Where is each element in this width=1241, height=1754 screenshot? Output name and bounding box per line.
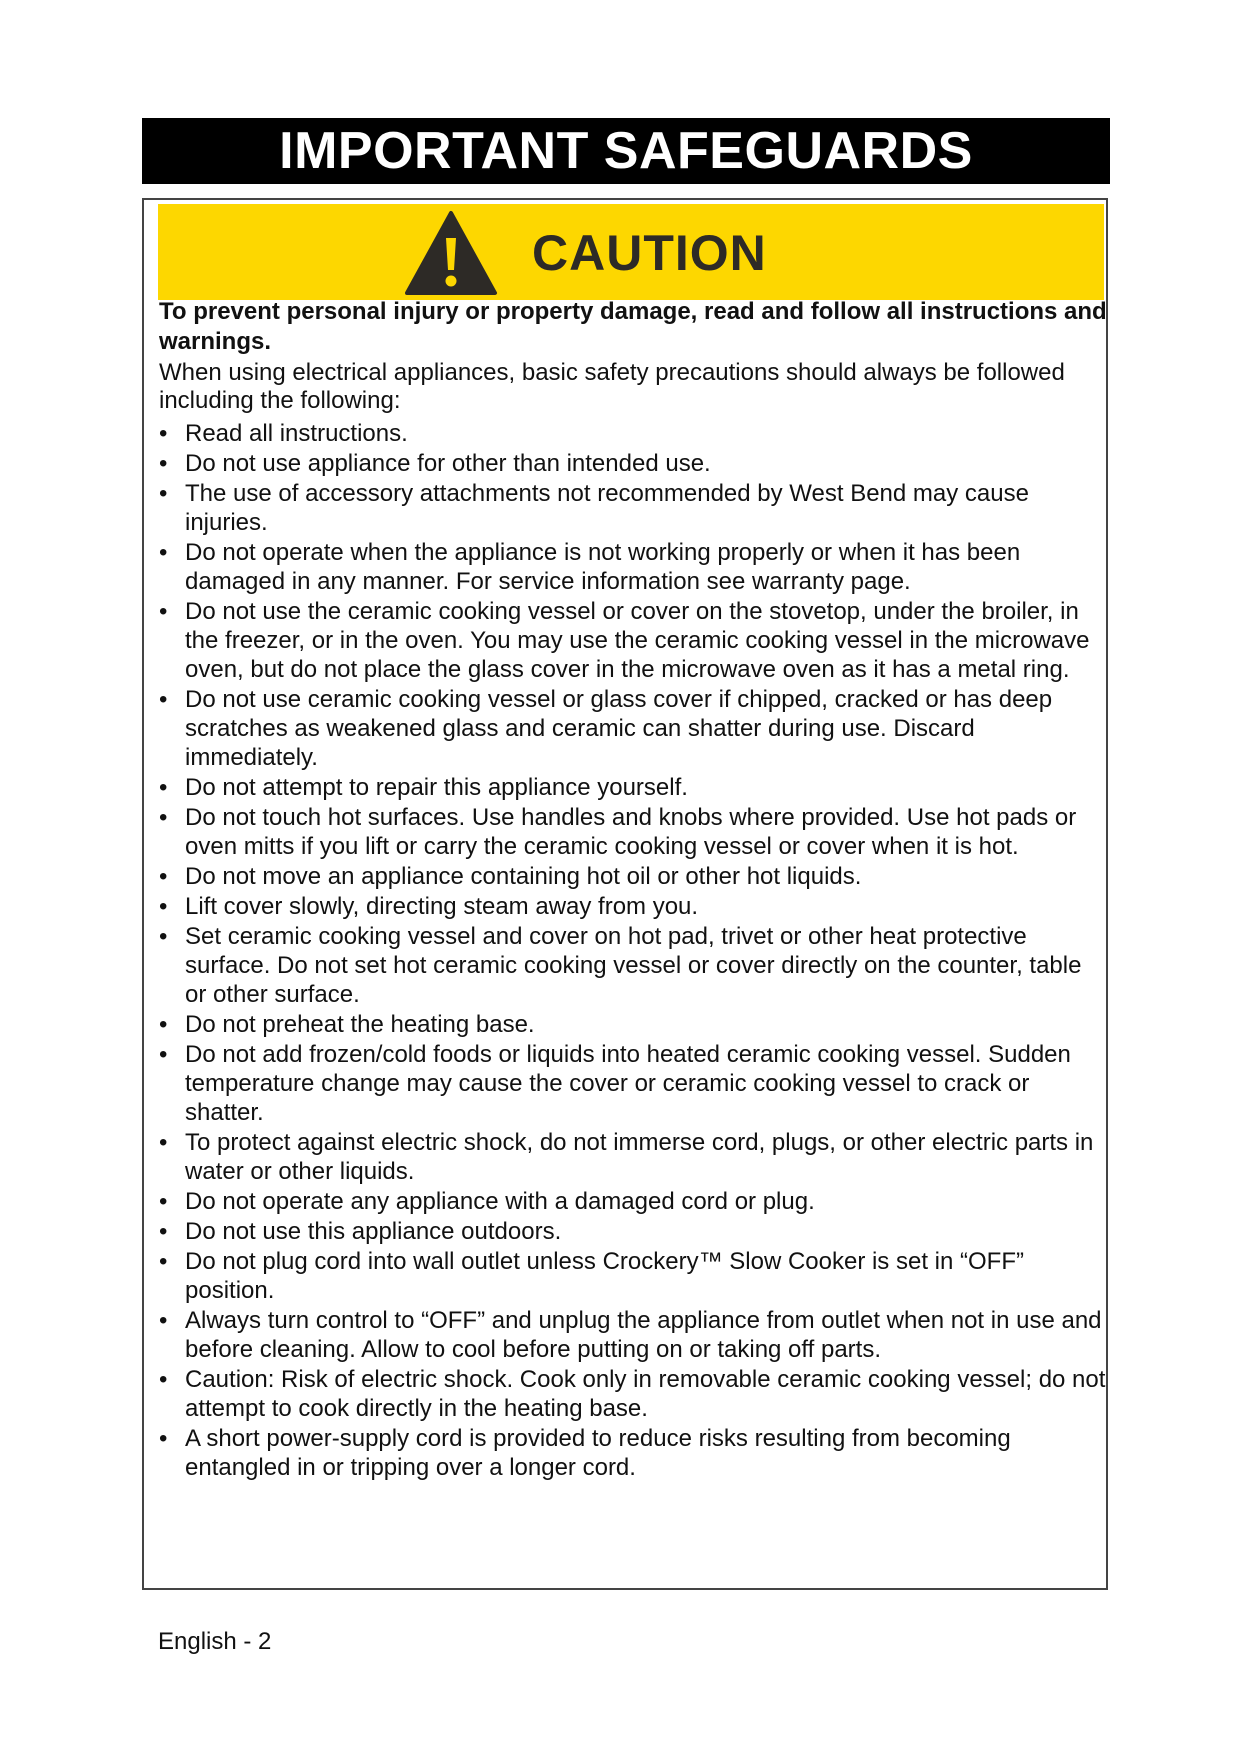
list-item-text: Do not use this appliance outdoors.: [185, 1218, 562, 1245]
list-item-text: Do not move an appliance containing hot oil or other hot liquids.: [185, 863, 862, 890]
bullet-icon: •: [159, 1041, 168, 1068]
bullet-icon: •: [159, 1366, 168, 1393]
list-item: [159, 1128, 1107, 1186]
bullet-icon: •: [159, 923, 168, 950]
bullet-icon: •: [159, 480, 168, 507]
list-item-text: Do not operate any appliance with a damaged cord or plug.: [185, 1188, 815, 1215]
list-item: [159, 862, 1107, 891]
list-item: [159, 1247, 1107, 1305]
caution-banner: [158, 204, 1104, 300]
list-item: [159, 449, 1107, 478]
list-item-text: Read all instructions.: [185, 420, 408, 447]
list-item-text: Do not attempt to repair this appliance yourself.: [185, 774, 688, 801]
lead-warning: To prevent personal injury or property damage, read and follow all instructions and warnings.: [159, 298, 1107, 355]
warning-triangle-icon: [404, 210, 498, 296]
bullet-icon: •: [159, 1129, 168, 1156]
page-title: IMPORTANT SAFEGUARDS: [279, 122, 973, 180]
list-item-text: Do not preheat the heating base.: [185, 1011, 535, 1038]
list-item-text: Do not use ceramic cooking vessel or glass cover if chipped, cracked or has deep scratches as weakened glass and ceramic can shatter during use. Discard immediately.: [185, 686, 1053, 771]
list-item: [159, 1040, 1107, 1127]
list-item: [159, 1010, 1107, 1039]
list-item-text: Lift cover slowly, directing steam away from you.: [185, 893, 699, 920]
caution-label: CAUTION: [532, 225, 767, 281]
bullet-icon: •: [159, 420, 168, 447]
list-item: [159, 1217, 1107, 1246]
list-item: [159, 773, 1107, 802]
safeguards-list: [159, 419, 1107, 1482]
bullet-icon: •: [159, 1248, 168, 1275]
bullet-icon: •: [159, 1188, 168, 1215]
intro-text: When using electrical appliances, basic safety precautions should always be followed including the following:: [159, 359, 1065, 414]
list-item: [159, 597, 1107, 684]
list-item: [159, 538, 1107, 596]
list-item: [159, 922, 1107, 1009]
bullet-icon: •: [159, 450, 168, 477]
list-item-text: Set ceramic cooking vessel and cover on hot pad, trivet or other heat protective surface. Do not set hot ceramic cooking vessel or cover directly on the counter, table or other surface.: [185, 923, 1082, 1008]
list-item: [159, 479, 1107, 537]
title-bar: [142, 118, 1110, 184]
list-item-text: Caution: Risk of electric shock. Cook only in removable ceramic cooking vessel; do not attempt to cook directly in the heating base.: [185, 1366, 1106, 1422]
safeguards-box: [142, 198, 1108, 1590]
bullet-icon: •: [159, 804, 168, 831]
bullet-icon: •: [159, 1011, 168, 1038]
list-item-text: Always turn control to “OFF” and unplug the appliance from outlet when not in use and before cleaning. Allow to cool before putting on or taking off parts.: [185, 1307, 1102, 1363]
list-item-text: To protect against electric shock, do not immerse cord, plugs, or other electric parts in water or other liquids.: [185, 1129, 1094, 1185]
list-item: [159, 1365, 1107, 1423]
safeguards-content: [159, 297, 1107, 1483]
list-item-text: Do not plug cord into wall outlet unless Crockery™ Slow Cooker is set in “OFF” position.: [185, 1248, 1024, 1304]
list-item-text: Do not operate when the appliance is not working properly or when it has been damaged in any manner. For service information see warranty page.: [185, 539, 1021, 595]
list-item: [159, 419, 1107, 448]
bullet-icon: •: [159, 893, 168, 920]
bullet-icon: •: [159, 1307, 168, 1334]
bullet-icon: •: [159, 598, 168, 625]
list-item: [159, 803, 1107, 861]
bullet-icon: •: [159, 863, 168, 890]
list-item-text: Do not touch hot surfaces. Use handles and knobs where provided. Use hot pads or oven mitts if you lift or carry the ceramic cooking vessel or cover when it is hot.: [185, 804, 1077, 860]
list-item: [159, 1306, 1107, 1364]
list-item-text: Do not use the ceramic cooking vessel or cover on the stovetop, under the broiler, in the freezer, or in the oven. You may use the ceramic cooking vessel in the microwave oven, but do not place the glass cover in the microwave oven as it has a metal ring.: [185, 598, 1090, 683]
page-number: English - 2: [158, 1628, 272, 1655]
bullet-icon: •: [159, 539, 168, 566]
bullet-icon: •: [159, 1425, 168, 1452]
list-item-text: Do not add frozen/cold foods or liquids into heated ceramic cooking vessel. Sudden temperature change may cause the cover or ceramic cooking vessel to crack or shatter.: [185, 1041, 1071, 1126]
list-item-text: Do not use appliance for other than intended use.: [185, 450, 711, 477]
list-item: [159, 892, 1107, 921]
list-item-text: A short power-supply cord is provided to reduce risks resulting from becoming entangled in or tripping over a longer cord.: [185, 1425, 1011, 1481]
list-item: [159, 685, 1107, 772]
bullet-icon: •: [159, 1218, 168, 1245]
list-item-text: The use of accessory attachments not recommended by West Bend may cause injuries.: [185, 480, 1029, 536]
list-item: [159, 1424, 1107, 1482]
bullet-icon: •: [159, 774, 168, 801]
list-item: [159, 1187, 1107, 1216]
bullet-icon: •: [159, 686, 168, 713]
